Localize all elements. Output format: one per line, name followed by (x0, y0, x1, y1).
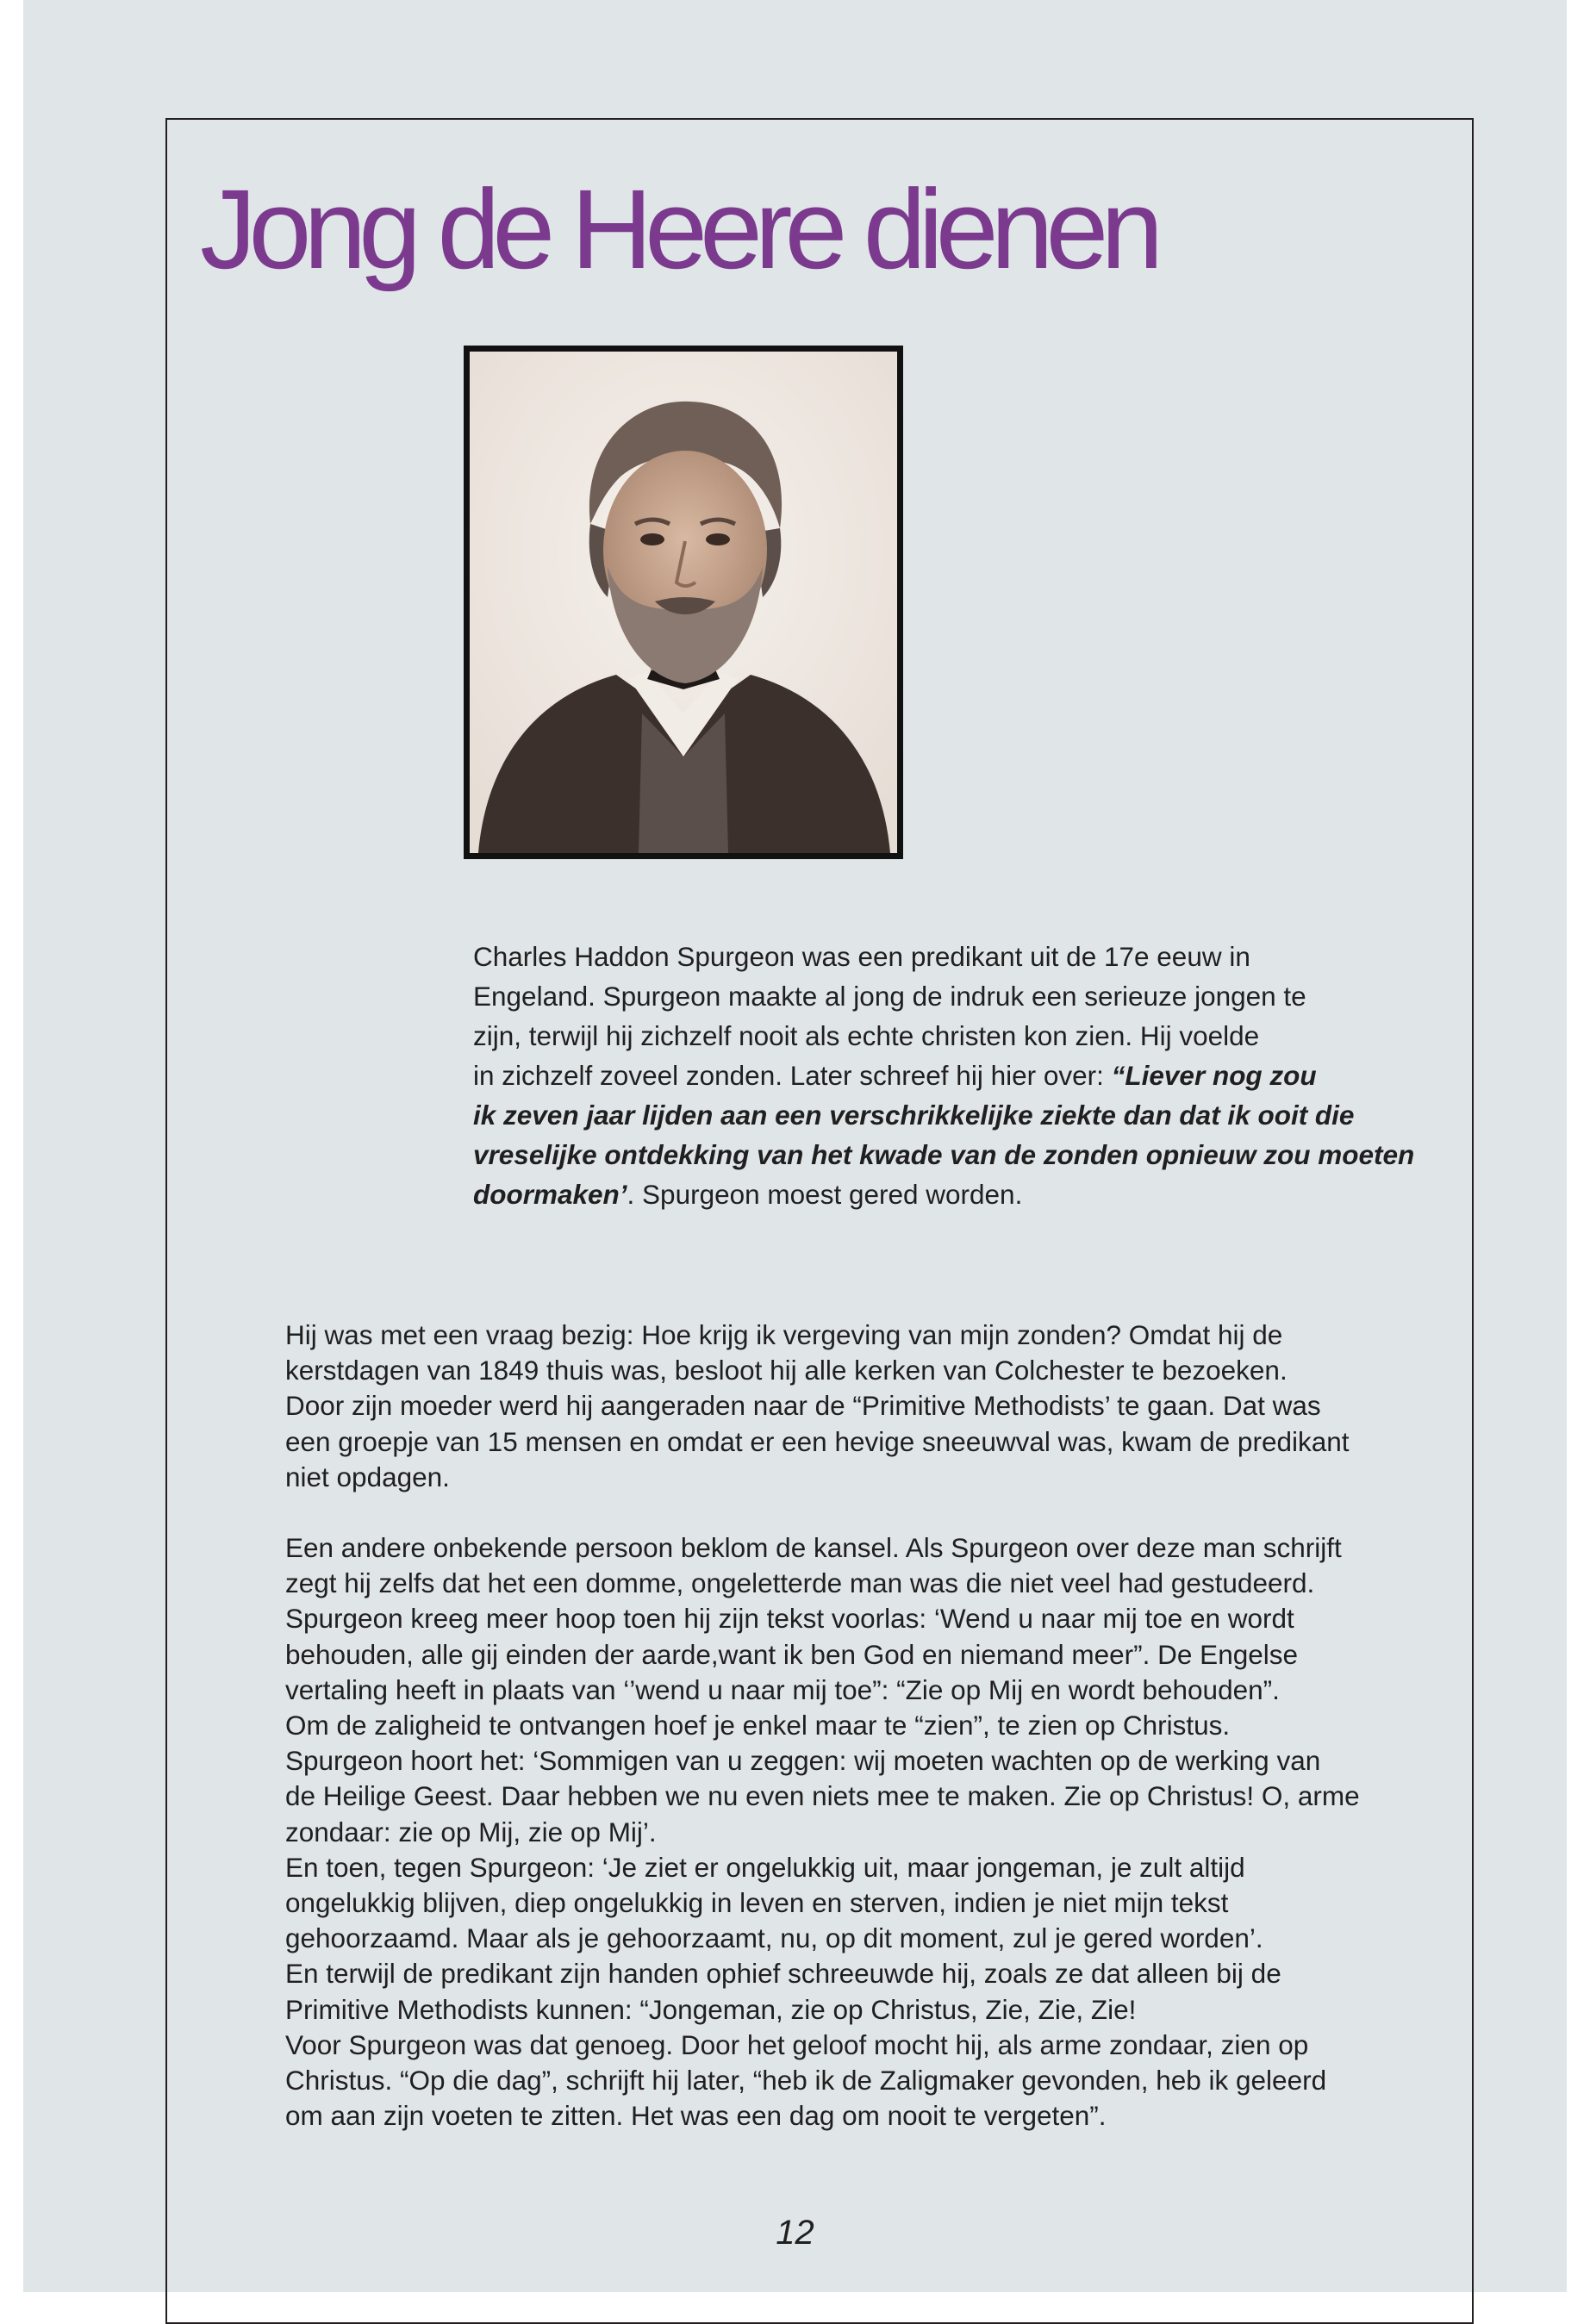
portrait-photo (464, 346, 903, 859)
body-line: zegt hij zelfs dat het een domme, ongeletterde man was die niet veel had gestudeerd. (285, 1567, 1315, 1599)
intro-paragraph (473, 937, 1415, 1214)
intro-line: zijn, terwijl hij zichzelf nooit als echte christen kon zien. Hij voelde (473, 1020, 1260, 1051)
body-line: En terwijl de predikant zijn handen ophief schreeuwde hij, zoals ze dat alleen bij de (285, 1958, 1281, 1990)
body-line: een groepje van 15 mensen en omdat er een hevige sneeuwval was, kwam de predikant (285, 1425, 1350, 1457)
body-line: Christus. “Op die dag”, schrijft hij later, “heb ik de Zaligmaker gevonden, heb ik geleerd (285, 2065, 1327, 2097)
body-line: behouden, alle gij einden der aarde,want ik ben God en niemand meer”. De Engelse (285, 1638, 1299, 1670)
spurgeon-quote-end: doormaken’ (473, 1179, 627, 1210)
body-line: Om de zaligheid te ontvangen hoef je enkel maar te “zien”, te zien op Christus. (285, 1710, 1231, 1741)
page-title: Jong de Heere dienen (200, 165, 1157, 292)
page-number: 12 (776, 2214, 814, 2252)
body-line: En toen, tegen Spurgeon: ‘Je ziet er ongelukkig uit, maar jongeman, je zult altijd (285, 1851, 1245, 1883)
body-line: ongelukkig blijven, diep ongelukkig in leven en sterven, indien je niet mijn tekst (285, 1887, 1229, 1919)
intro-line: in zichzelf zoveel zonden. Later schreef hij hier over: (473, 1060, 1112, 1091)
body-line: niet opdagen. (285, 1461, 450, 1492)
intro-line-end: . Spurgeon moest gered worden. (627, 1179, 1023, 1210)
spurgeon-quote-line: vreselijke ontdekking van het kwade van de zonden opnieuw zou moeten (473, 1139, 1415, 1170)
body-line: zondaar: zie op Mij, zie op Mij’. (285, 1816, 657, 1847)
body-paragraph-2 (285, 1530, 1431, 2134)
body-line: Spurgeon kreeg meer hoop toen hij zijn tekst voorlas: ‘Wend u naar mij toe en wordt (285, 1603, 1294, 1635)
body-line: Primitive Methodists kunnen: “Jongeman, zie op Christus, Zie, Zie, Zie! (285, 1993, 1137, 2025)
body-line: Hij was met een vraag bezig: Hoe krijg ik vergeving van mijn zonden? Omdat hij de (285, 1319, 1283, 1350)
body-line: Voor Spurgeon was dat genoeg. Door het geloof mocht hij, als arme zondaar, zien op (285, 2028, 1309, 2060)
spurgeon-quote-line: ik zeven jaar lijden aan een verschrikkelijke ziekte dan dat ik ooit die (473, 1100, 1355, 1131)
body-line: Spurgeon hoort het: ‘Sommigen van u zeggen: wij moeten wachten op de werking van (285, 1745, 1321, 1777)
body-line: Door zijn moeder werd hij aangeraden naar de “Primitive Methodists’ te gaan. Dat was (285, 1390, 1321, 1422)
intro-line: Charles Haddon Spurgeon was een predikant uit de 17e eeuw in (473, 941, 1250, 972)
body-line: om aan zijn voeten te zitten. Het was een dag om nooit te vergeten”. (285, 2100, 1107, 2132)
spurgeon-quote-start: “Liever nog zou (1111, 1060, 1317, 1091)
intro-line-mixed (473, 1056, 1412, 1095)
body-text (285, 1318, 1431, 2169)
body-paragraph-1 (285, 1318, 1431, 1495)
body-line: Een andere onbekende persoon beklom de kansel. Als Spurgeon over deze man schrijft (285, 1532, 1342, 1564)
portrait-illustration (470, 352, 897, 853)
intro-line-mixed (473, 1174, 1412, 1214)
body-line: kerstdagen van 1849 thuis was, besloot hij alle kerken van Colchester te bezoeken. (285, 1355, 1288, 1386)
body-line: vertaling heeft in plaats van ‘’wend u naar mij toe”: “Zie op Mij en wordt behouden”. (285, 1673, 1280, 1705)
body-line: gehoorzaamd. Maar als je gehoorzaamt, nu, op dit moment, zul je gered worden’. (285, 1922, 1263, 1954)
body-line: de Heilige Geest. Daar hebben we nu even niets mee te maken. Zie op Christus! O, arme (285, 1780, 1360, 1812)
intro-line: Engeland. Spurgeon maakte al jong de indruk een serieuze jongen te (473, 981, 1306, 1012)
